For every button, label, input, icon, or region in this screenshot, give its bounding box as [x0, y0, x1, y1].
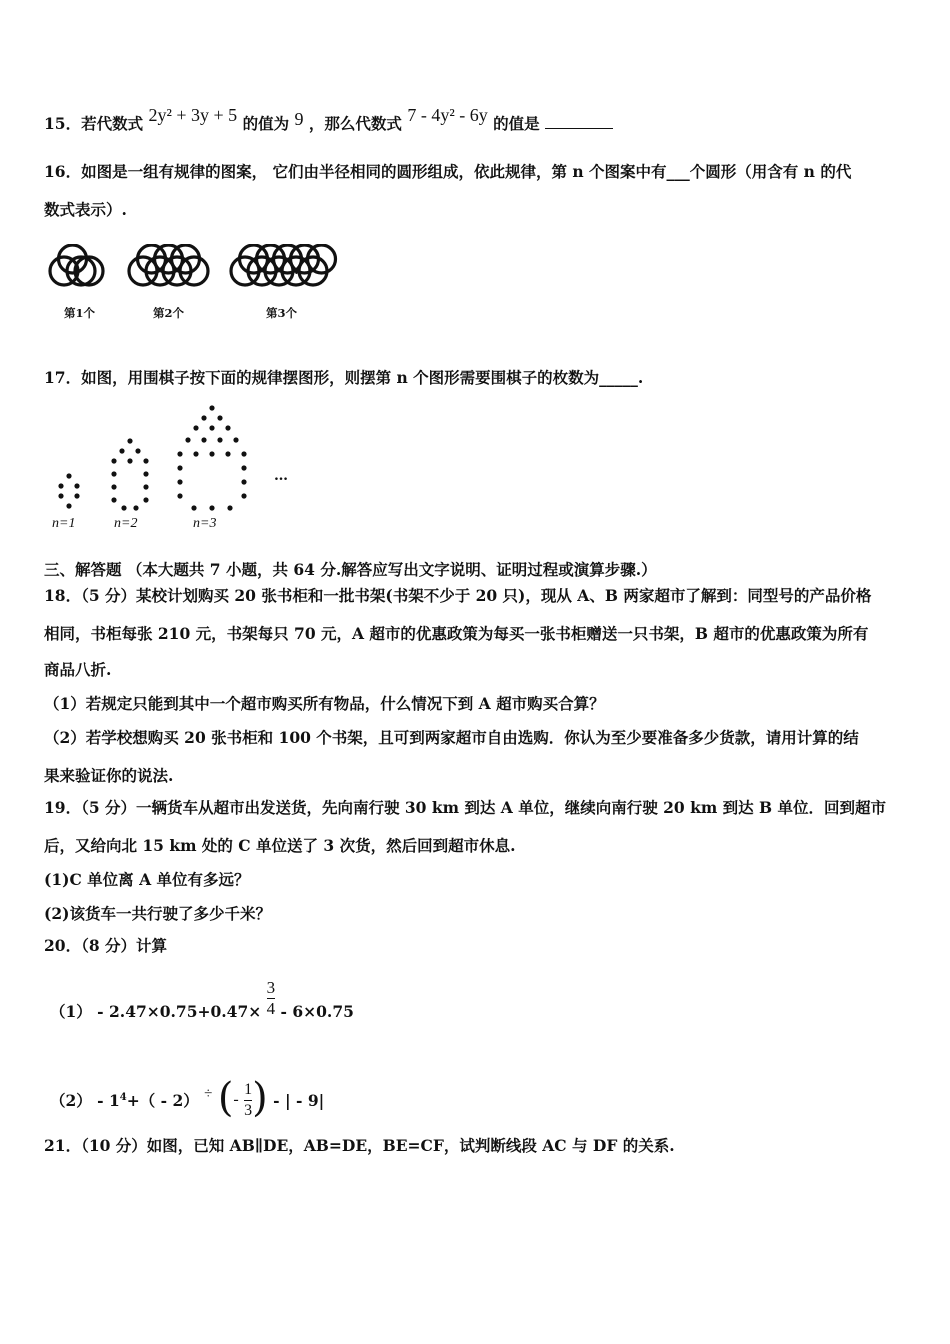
q15-mid: 的值为 — [242, 114, 290, 133]
q20-expr2-minus: - — [233, 1091, 239, 1108]
q16-line2: 数式表示）. — [44, 200, 127, 219]
q15-expr2: 7 - 4y² - 6y — [407, 105, 488, 125]
q19-part2: (2)该货车一共行驶了多少千米？ — [44, 904, 271, 923]
q16-caption-3: 第3个 — [266, 306, 298, 320]
q17-label-1: n=1 — [52, 516, 76, 531]
q16-caption-2: 第2个 — [153, 306, 185, 320]
fraction-numerator: 1 — [244, 1081, 253, 1099]
q20-expr2-part-a: （2） - 1 — [50, 1091, 120, 1110]
q15-value: 9 — [294, 109, 304, 129]
q15-line — [44, 105, 613, 134]
fraction-denominator: 3 — [244, 1101, 253, 1119]
q20-expr2 — [50, 1070, 324, 1122]
q17-ellipsis: … — [274, 468, 288, 484]
q18-part2a: （2）若学校想购买 20 张书柜和 100 个书架，且可到两家超市自由选购．你认为至少要准备多少货款，请用计算的结 — [44, 728, 859, 747]
q19-line1: 19．（5 分）一辆货车从超市出发送货，先向南行驶 30 km 到达 A 单位，继续向南行驶 20 km 到达 B 单位．回到超市 — [44, 798, 887, 817]
q19-part1: (1)C 单位离 A 单位有多远？ — [44, 870, 250, 889]
q18-line3: 商品八折. — [44, 660, 112, 679]
section3-title: 三、解答题 （本大题共 7 小题，共 64 分.解答应写出文字说明、证明过程或演算步骤.） — [44, 560, 657, 579]
q20-expr2-part-c: - | - 9| — [273, 1091, 325, 1110]
q20-expr1-fraction — [267, 978, 276, 1020]
q20-title: 20．（8 分）计算 — [44, 936, 168, 955]
q20-expr2-fraction — [244, 1080, 252, 1119]
q19-line2: 后，又给向北 15 km 处的 C 单位送了 3 次货，然后回到超市休息. — [44, 836, 516, 855]
q20-expr1-part-a: （1） - 2.47×0.75+0.47× — [50, 1001, 262, 1021]
left-paren: ( — [217, 1075, 234, 1121]
q15-expr1: 2y² + 3y + 5 — [148, 105, 238, 125]
right-paren: ) — [252, 1075, 268, 1121]
q16-caption-1: 第1个 — [64, 306, 96, 320]
q16-line1: 16．如图是一组有规律的图案， 它们由半径相同的圆形组成，依此规律，第 n 个图案中有___个圆形（用含有 n 的代 — [44, 162, 852, 181]
q16-ellipsis: … — [294, 262, 308, 278]
fraction-numerator: 3 — [266, 978, 276, 997]
q15-tail: 的值是 — [493, 114, 540, 133]
q15-answer-blank — [545, 114, 613, 129]
q21-text: 21．（10 分）如图，已知 AB∥DE，AB=DE，BE=CF，试判断线段 AC 与 DF 的关系. — [44, 1136, 675, 1155]
q17-label-2: n=2 — [114, 516, 138, 531]
q17-stone-patterns — [44, 400, 304, 520]
q20-expr2-part-b: +（ - 2） — [126, 1091, 199, 1110]
q18-line1: 18．（5 分）某校计划购买 20 张书柜和一批书架(书架不少于 20 只)，现从 A、B 两家超市了解到：同型号的产品价格 — [44, 586, 872, 605]
q16-circle-patterns — [48, 244, 368, 304]
q18-part1: （1）若规定只能到其中一个超市购买所有物品，什么情况下到 A 超市购买合算？ — [44, 694, 605, 713]
q20-expr2-exponent: 4 — [119, 1091, 127, 1103]
q20-expr2-divide: ÷ — [204, 1086, 213, 1102]
q20-expr1-part-b: - 6×0.75 — [280, 1001, 354, 1021]
q18-part2b: 果来验证你的说法. — [44, 766, 174, 785]
q18-line2: 相同，书柜每张 210 元，书架每只 70 元，A 超市的优惠政策为每买一张书柜赠送一只书架，B 超市的优惠政策为所有 — [44, 624, 869, 643]
q15-mid2: ，那么代数式 — [308, 114, 402, 133]
q15-num: 15．若代数式 — [44, 114, 144, 133]
q17-label-3: n=3 — [193, 516, 217, 531]
q17-text: 17．如图，用围棋子按下面的规律摆图形，则摆第 n 个图形需要围棋子的枚数为_____. — [44, 368, 644, 387]
fraction-denominator: 4 — [266, 999, 276, 1019]
